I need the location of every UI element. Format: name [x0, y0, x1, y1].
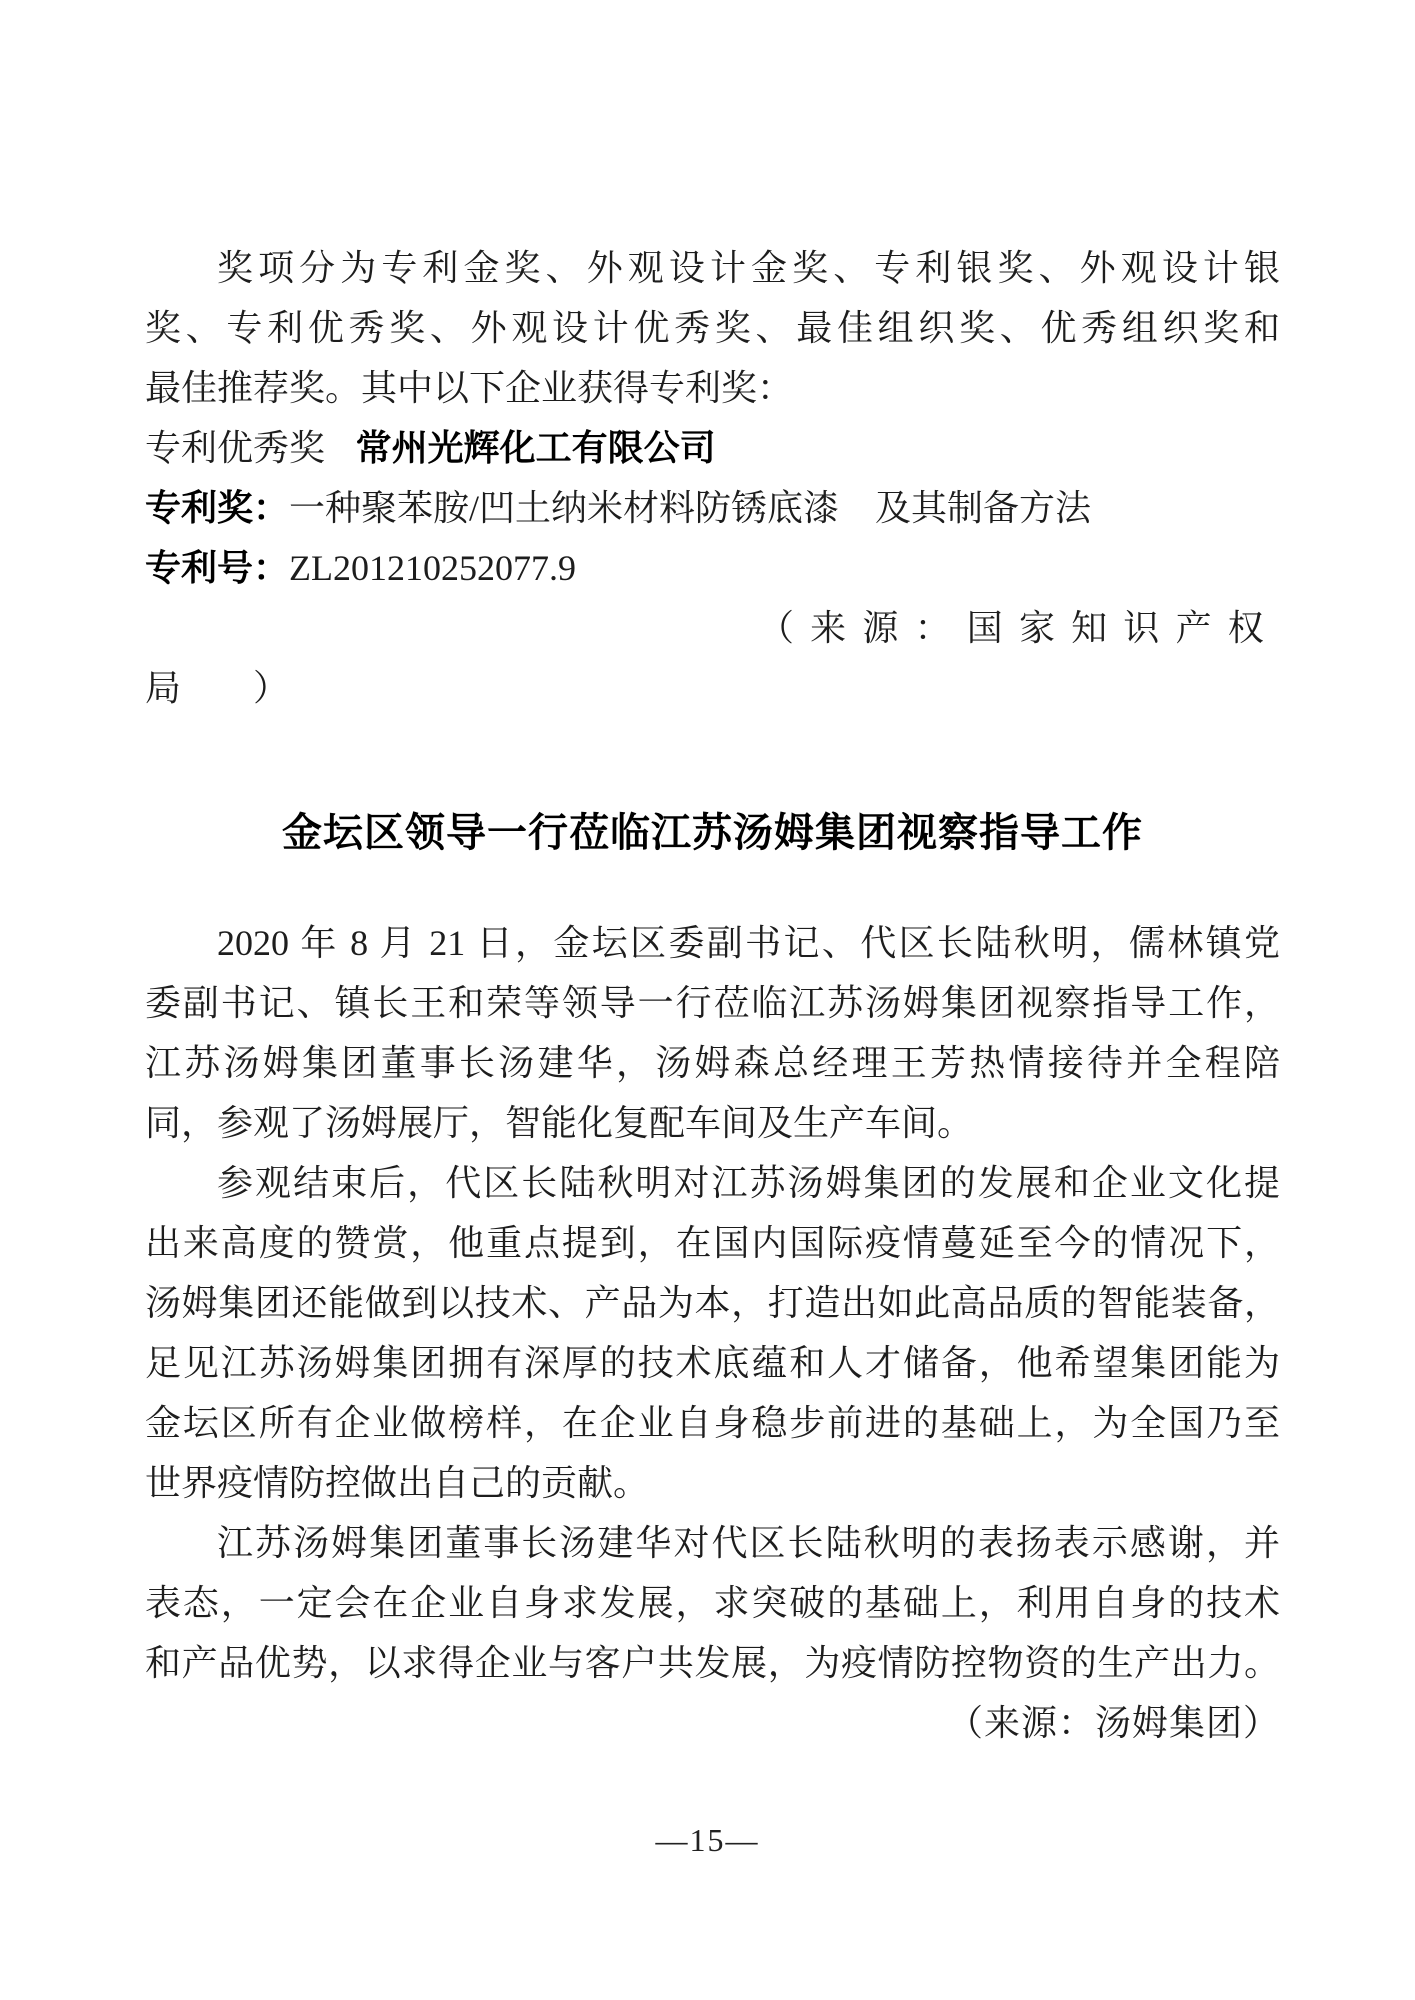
patent-number-label: 专利号： [145, 547, 290, 588]
award-category-label: 专利优秀奖 [145, 428, 326, 468]
paragraph-line: 江苏汤姆集团董事长汤建华对代区长陆秋明的表扬表示感谢，并 [217, 1523, 1280, 1563]
source-attribution-line: （来源：汤姆集团） [946, 1703, 1280, 1743]
document-content [145, 238, 1280, 1753]
paragraph-line: 足见江苏汤姆集团拥有深厚的技术底蕴和人才储备，他希望集团能为 [145, 1343, 1280, 1383]
patent-title: 一种聚苯胺/凹土纳米材料防锈底漆 及其制备方法 [289, 488, 1092, 528]
award-company-name: 常州光辉化工有限公司 [355, 427, 716, 468]
paragraph-line: 奖项分为专利金奖、外观设计金奖、专利银奖、外观设计银 [217, 248, 1280, 288]
paragraph-line: 和产品优势，以求得企业与客户共发展，为疫情防控物资的生产出力。 [145, 1643, 1280, 1683]
paragraph-line: 表态，一定会在企业自身求发展，求突破的基础上，利用自身的技术 [145, 1583, 1280, 1623]
paragraph-line: 世界疫情防控做出自己的贡献。 [145, 1463, 650, 1503]
patent-number-line [145, 538, 1280, 598]
patent-label: 专利奖： [145, 487, 290, 528]
paragraph-line: 奖、专利优秀奖、外观设计优秀奖、最佳组织奖、优秀组织奖和 [145, 308, 1280, 348]
source-attribution-line-2: 局 ） [145, 668, 308, 708]
page-number: —15— [655, 1822, 760, 1858]
article-title: 金坛区领导一行莅临江苏汤姆集团视察指导工作 [282, 811, 1143, 855]
patent-title-line [145, 478, 1280, 538]
paragraph-line: 金坛区所有企业做榜样，在企业自身稳步前进的基础上，为全国乃至 [145, 1403, 1280, 1443]
paragraph-line: 委副书记、镇长王和荣等领导一行莅临江苏汤姆集团视察指导工作， [145, 983, 1280, 1023]
source-attribution-line-1: （来源：国家知识产权 [757, 608, 1280, 648]
paragraph-line: 最佳推荐奖。其中以下企业获得专利奖： [145, 368, 794, 408]
award-winner-line [145, 418, 1280, 478]
paragraph-line: 汤姆集团还能做到以技术、产品为本，打造出如此高品质的智能装备， [145, 1283, 1280, 1323]
paragraph-line: 参观结束后，代区长陆秋明对江苏汤姆集团的发展和企业文化提 [217, 1163, 1280, 1203]
paragraph-line: 江苏汤姆集团董事长汤建华，汤姆森总经理王芳热情接待并全程陪 [145, 1043, 1280, 1083]
paragraph-line: 出来高度的赞赏，他重点提到，在国内国际疫情蔓延至今的情况下， [145, 1223, 1280, 1263]
paragraph-line: 2020 年 8 月 21 日，金坛区委副书记、代区长陆秋明，儒林镇党 [217, 923, 1280, 963]
patent-number-value: ZL201210252077.9 [289, 548, 576, 588]
paragraph-line: 同，参观了汤姆展厅，智能化复配车间及生产车间。 [145, 1103, 974, 1143]
